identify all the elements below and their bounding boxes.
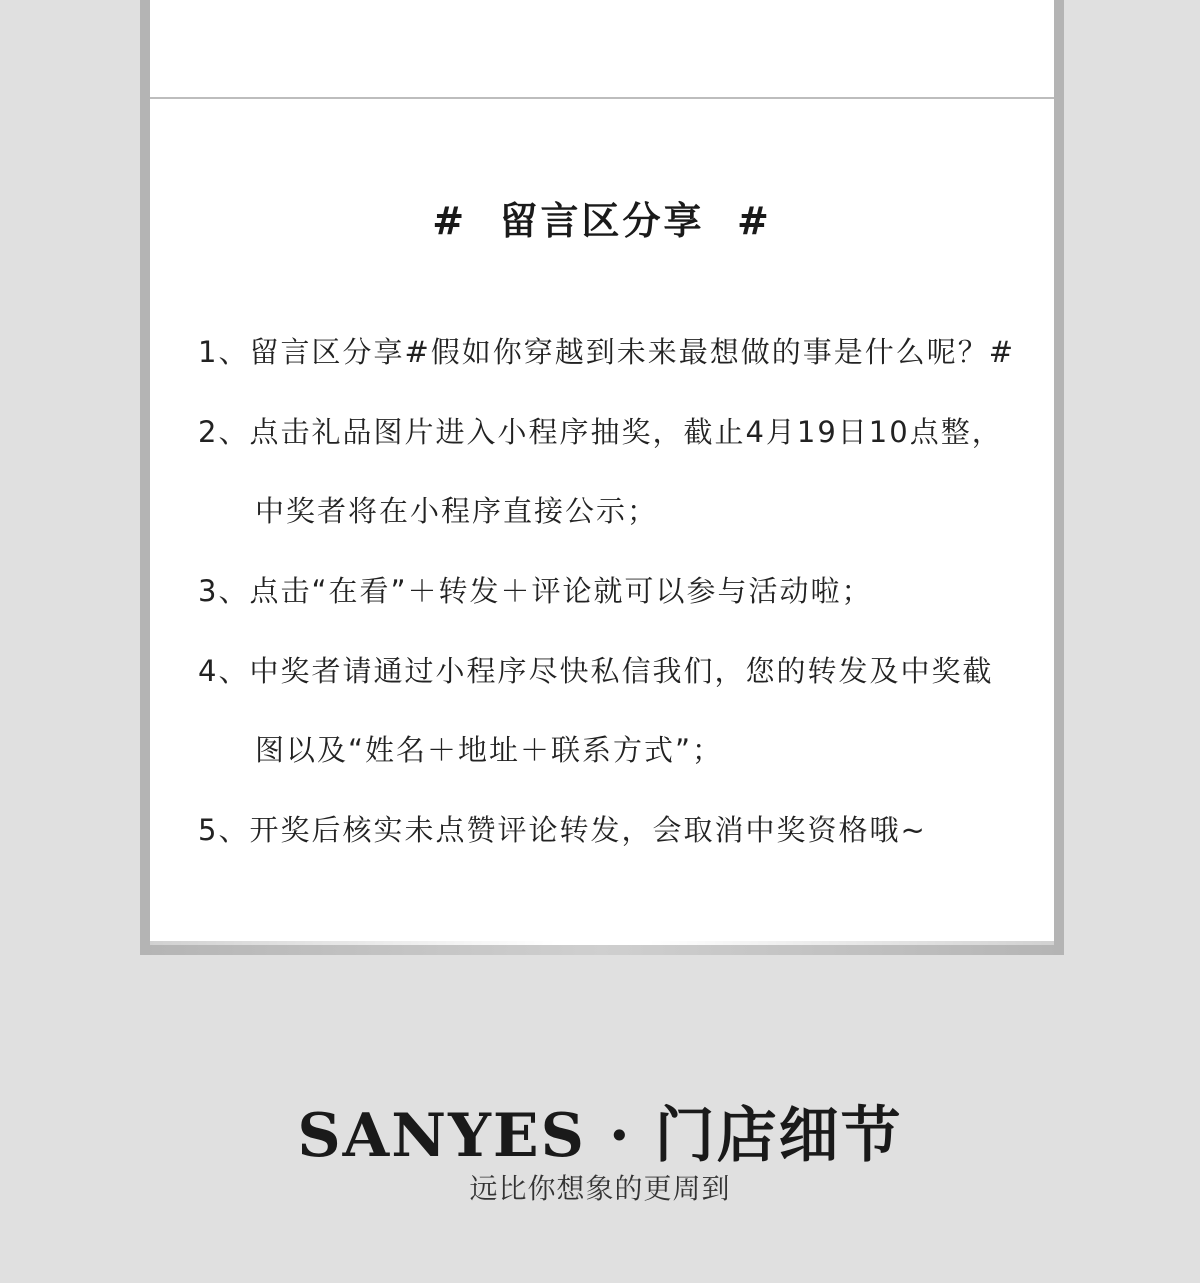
rule-item-4: 4、中奖者请通过小程序尽快私信我们，您的转发及中奖截	[198, 654, 994, 688]
rule-item-5: 5、开奖后核实未点赞评论转发，会取消中奖资格哦~	[198, 813, 927, 847]
rule-item-2: 2、点击礼品图片进入小程序抽奖，截止4月19日10点整，	[198, 415, 1003, 449]
rule-item-1: 1、留言区分享#假如你穿越到未来最想做的事是什么呢？#	[198, 335, 1016, 369]
rule-item-3: 3、点击“在看”＋转发＋评论就可以参与活动啦；	[198, 574, 873, 608]
content-card	[150, 0, 1054, 945]
section-title: # 留言区分享 #	[432, 198, 772, 243]
card-frame	[140, 0, 1064, 955]
card-bottom-shadow	[150, 941, 1054, 945]
footer-title: SANYES · 门店细节	[297, 1101, 903, 1171]
rule-item-4-continued: 图以及“姓名＋地址＋联系方式”；	[255, 733, 724, 767]
divider	[150, 97, 1054, 99]
rule-item-2-continued: 中奖者将在小程序直接公示；	[255, 494, 659, 528]
footer-subtitle: 远比你想象的更周到	[469, 1172, 731, 1205]
